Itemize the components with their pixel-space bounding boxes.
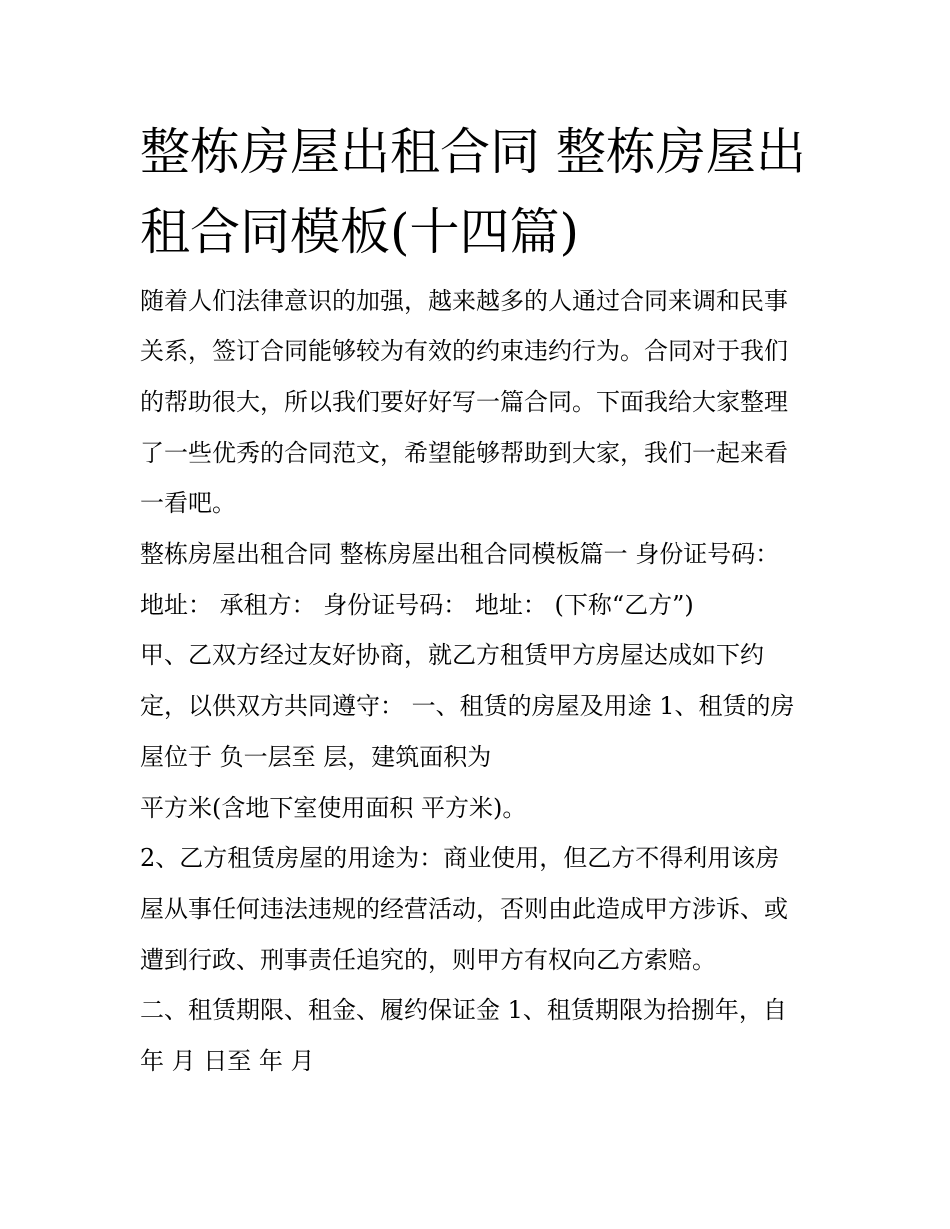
body-line: 整栋房屋出租合同 整栋房屋出租合同模板篇一 身份证号码： bbox=[140, 540, 780, 568]
body-line: 了一些优秀的合同范文，希望能够帮助到大家，我们一起来看 bbox=[140, 439, 788, 467]
body-line: 年 月 日至 年 月 bbox=[140, 1047, 315, 1075]
title-line-2: 租合同模板(十四篇) bbox=[140, 203, 580, 261]
body-line: 屋位于 负一层至 层，建筑面积为 bbox=[140, 743, 492, 771]
body-line: 的帮助很大，所以我们要好好写一篇合同。下面我给大家整理 bbox=[140, 388, 788, 416]
body-line: 二、租赁期限、租金、履约保证金 1、租赁期限为拾捌年，自 bbox=[140, 996, 787, 1024]
document-title bbox=[140, 112, 820, 272]
body-line: 2、乙方租赁房屋的用途为：商业使用，但乙方不得利用该房 bbox=[140, 844, 780, 872]
body-line: 关系，签订合同能够较为有效的约束违约行为。合同对于我们 bbox=[140, 337, 788, 365]
body-line: 定，以供双方共同遵守： 一、租赁的房屋及用途 1、租赁的房 bbox=[140, 692, 795, 720]
body-line: 一看吧。 bbox=[140, 489, 236, 517]
title-line-1: 整栋房屋出租合同 整栋房屋出 bbox=[140, 123, 806, 181]
body-line: 遭到行政、刑事责任追究的，则甲方有权向乙方索赔。 bbox=[140, 946, 716, 974]
body-line: 随着人们法律意识的加强，越来越多的人通过合同来调和民事 bbox=[140, 287, 788, 315]
body-line: 平方米(含地下室使用面积 平方米)。 bbox=[140, 794, 527, 822]
body-line: 甲、乙双方经过友好协商，就乙方租赁甲方房屋达成如下约 bbox=[140, 641, 764, 669]
body-line: 地址： 承租方： 身份证号码： 地址： (下称“乙方”) bbox=[140, 591, 694, 619]
body-line: 屋从事任何违法违规的经营活动，否则由此造成甲方涉诉、或 bbox=[140, 895, 788, 923]
